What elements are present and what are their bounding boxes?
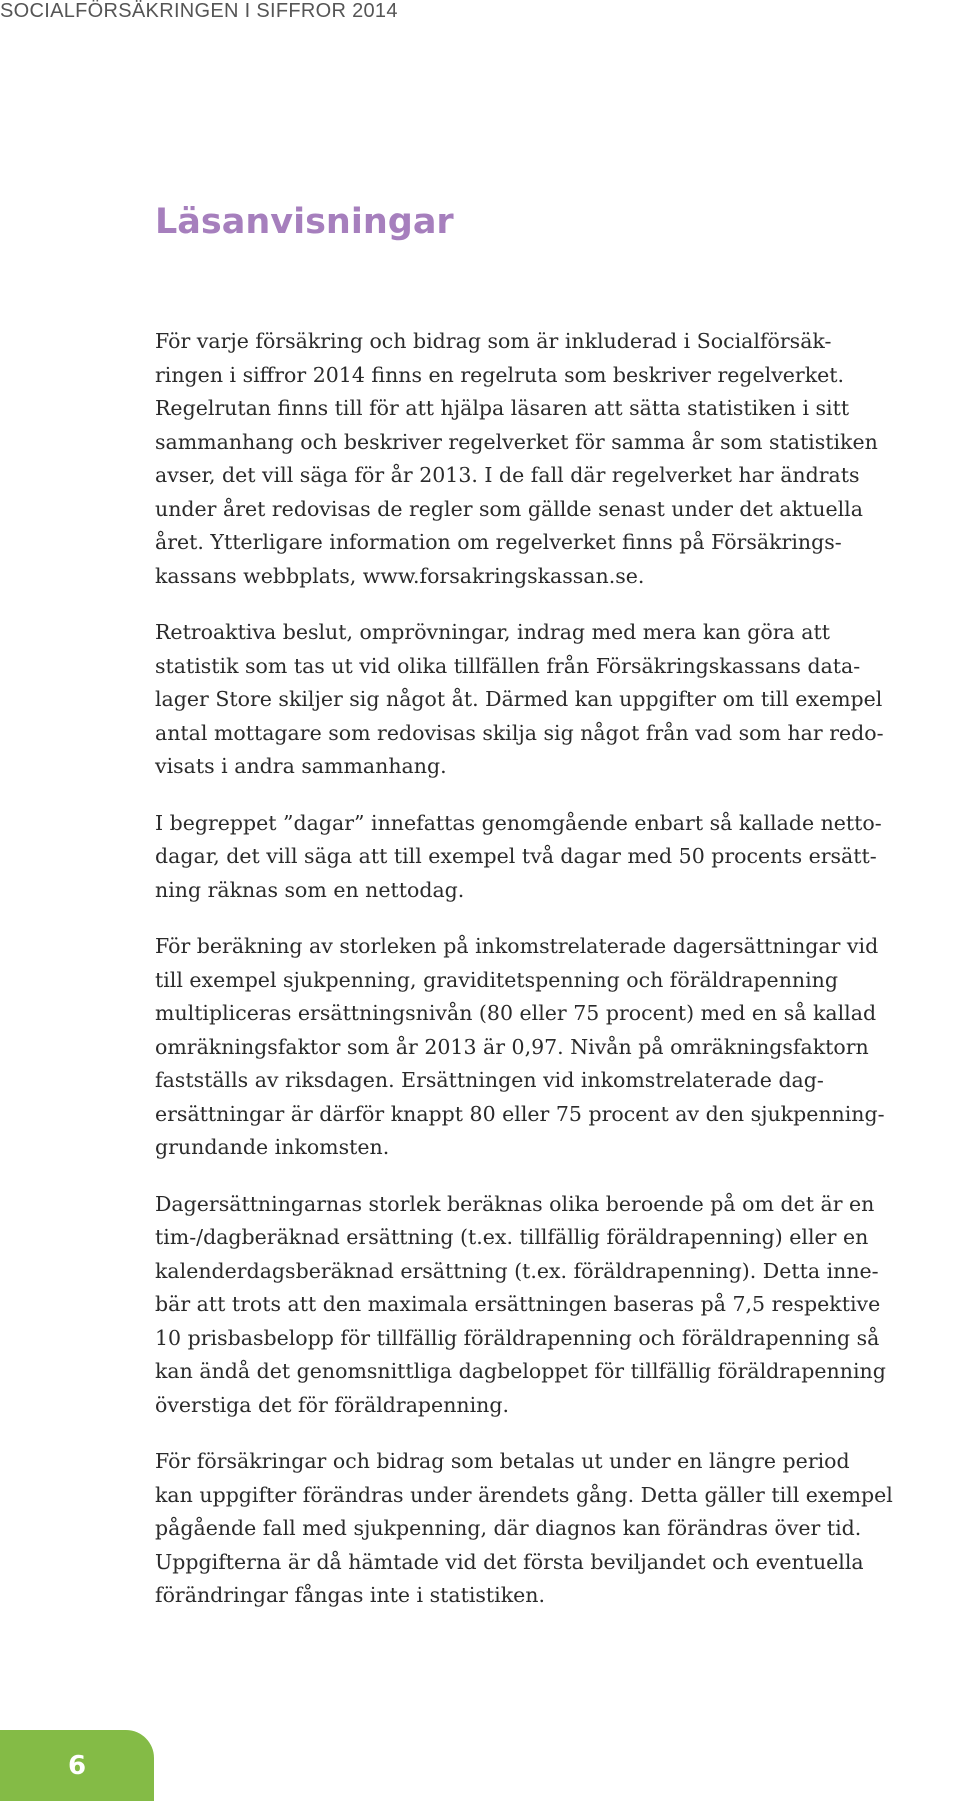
text-line: ersättningar är därför knappt 80 eller 75 procent av den sjukpenning- <box>155 1101 885 1126</box>
text-line: under året redovisas de regler som gällde senast under det aktuella <box>155 496 863 521</box>
running-header: SOCIALFÖRSÄKRINGEN I SIFFROR 2014 <box>0 0 398 22</box>
text-line: dagar, det vill säga att till exempel två dagar med 50 procents ersätt- <box>155 844 877 868</box>
text-line: Regelrutan finns till för att hjälpa läsaren att sätta statistiken i sitt <box>155 396 850 420</box>
paragraph-retroaktiva-beslut <box>155 616 960 784</box>
text-line: För beräkning av storleken på inkomstrelaterade dagersättningar vid <box>155 934 879 958</box>
text-line: sammanhang och beskriver regelverket för samma år som statistiken <box>155 429 878 454</box>
text-line: kan ändå det genomsnittliga dagbeloppet för tillfällig föräldrapenning <box>155 1359 886 1383</box>
text-line: tim-/dagberäknad ersättning (t.ex. tillfällig föräldrapenning) eller en <box>155 1225 869 1249</box>
text-line: ning räknas som en nettodag. <box>155 877 465 902</box>
text-line: 10 prisbasbelopp för tillfällig föräldrapenning och föräldrapenning så <box>155 1325 880 1350</box>
text-line: fastställs av riksdagen. Ersättningen vid inkomstrelaterade dag- <box>155 1068 824 1092</box>
text-line: kassans webbplats, www.forsakringskassan.se. <box>155 563 645 588</box>
text-line: Uppgifterna är då hämtade vid det första beviljandet och eventuella <box>155 1549 864 1574</box>
text-line: statistik som tas ut vid olika tillfällen från Försäkringskassans data- <box>155 653 861 678</box>
text-line: Retroaktiva beslut, omprövningar, indrag med mera kan göra att <box>155 620 830 644</box>
paragraph-omrakningsfaktor <box>155 930 960 1165</box>
text-line: överstiga det för föräldrapenning. <box>155 1392 509 1417</box>
paragraph-langre-period <box>155 1445 960 1613</box>
text-line: ringen i siffror 2014 finns en regelruta som beskriver regelverket. <box>155 362 845 387</box>
text-line: pågående fall med sjukpenning, där diagnos kan förändras över tid. <box>155 1516 862 1540</box>
text-line: För försäkringar och bidrag som betalas ut under en längre period <box>155 1449 850 1473</box>
text-line: till exempel sjukpenning, graviditetspenning och föräldrapenning <box>155 967 838 992</box>
page-number: 6 <box>67 1750 87 1781</box>
text-line: För varje försäkring och bidrag som är inkluderad i Socialförsäk- <box>155 329 832 353</box>
text-line: kan uppgifter förändras under ärendets gång. Detta gäller till exempel <box>155 1482 893 1507</box>
text-line: avser, det vill säga för år 2013. I de fall där regelverket har ändrats <box>155 463 860 487</box>
text-line: multipliceras ersättningsnivån (80 eller 75 procent) med en så kallad <box>155 1001 877 1025</box>
page-title: Läsanvisningar <box>155 202 454 242</box>
paragraph-regelruta <box>155 325 960 593</box>
text-line: grundande inkomsten. <box>155 1135 390 1159</box>
page-number-tab <box>0 1730 154 1801</box>
text-line: I begreppet ”dagar” innefattas genomgående enbart så kallade netto- <box>155 810 882 835</box>
text-line: året. Ytterligare information om regelverket finns på Försäkrings- <box>155 530 842 554</box>
text-line: omräkningsfaktor som år 2013 är 0,97. Nivån på omräkningsfaktorn <box>155 1034 869 1059</box>
paragraph-dagar <box>155 807 960 908</box>
body-text <box>155 325 960 1636</box>
text-line: Dagersättningarnas storlek beräknas olika beroende på om det är en <box>155 1191 875 1216</box>
text-line: förändringar fångas inte i statistiken. <box>155 1583 545 1607</box>
text-line: visats i andra sammanhang. <box>155 754 447 778</box>
text-line: kalenderdagsberäknad ersättning (t.ex. föräldrapenning). Detta inne- <box>155 1258 879 1283</box>
paragraph-dagersattningar <box>155 1188 960 1423</box>
text-line: bär att trots att den maximala ersättningen baseras på 7,5 respektive <box>155 1292 881 1316</box>
text-line: lager Store skiljer sig något åt. Därmed kan uppgifter om till exempel <box>155 687 883 711</box>
text-line: antal mottagare som redovisas skilja sig något från vad som har redo- <box>155 720 884 745</box>
